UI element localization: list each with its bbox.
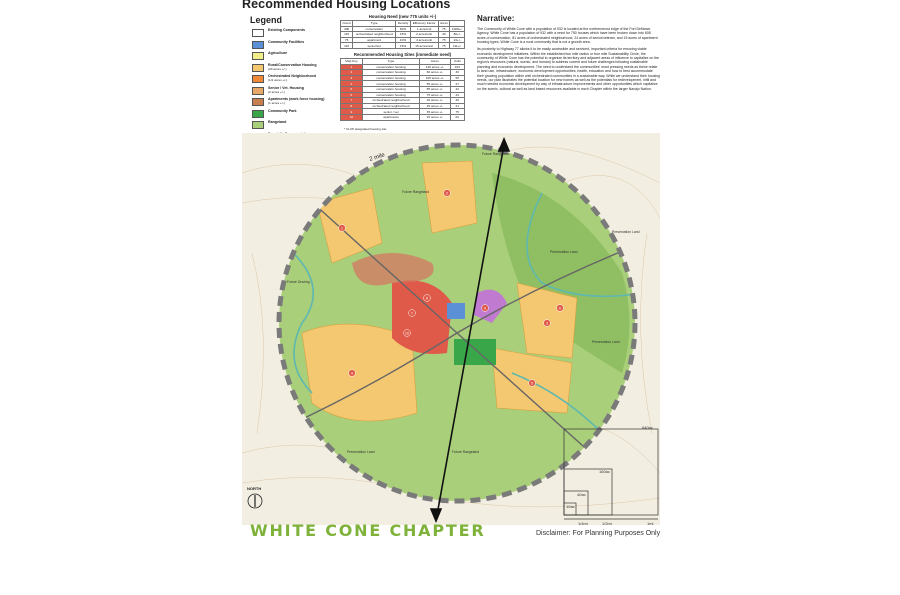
table-cell: 4 acres/unit <box>410 37 438 43</box>
table-cell: 42 <box>450 86 464 92</box>
site-marker <box>557 305 564 312</box>
table-cell: orchestrated neighborhood <box>362 98 419 104</box>
table-cell: 75 <box>438 26 450 32</box>
table-cell: 1008+/- <box>450 26 465 32</box>
table-cell: conservation <box>353 26 396 32</box>
housing-parcel <box>422 161 477 233</box>
table-cell: conservation housing <box>362 64 419 70</box>
table-cell: 75 <box>341 37 353 43</box>
table-cell: 27 <box>450 81 464 87</box>
table-cell: 60 acres +/- <box>420 70 450 76</box>
table-cell: conservation housing <box>362 70 419 76</box>
legend-label-text: Orchestrated Neighborhood <box>268 74 316 78</box>
site-marker <box>349 370 356 377</box>
legend-swatch <box>252 87 264 95</box>
north-label: NORTH <box>247 486 262 491</box>
site-marker-label: 8 <box>426 296 428 301</box>
table-cell: 5 <box>341 86 363 92</box>
legend-label <box>268 40 304 44</box>
place-label: Future Rangeland <box>482 152 510 156</box>
table-cell: 1 <box>341 64 363 70</box>
site-marker <box>424 295 431 302</box>
legend-label-text: Community Park <box>268 108 297 113</box>
legend-sublabel: (1 acres +/-) <box>268 101 285 105</box>
area-label: 40ac <box>577 492 586 497</box>
table-cell: conservation housing <box>362 81 419 87</box>
site-marker-label: 7 <box>411 311 413 316</box>
scale-label: 1mi <box>647 521 654 525</box>
disclaimer: Disclaimer: For Planning Purposes Only <box>536 530 661 537</box>
site-marker-label: 3 <box>546 321 548 326</box>
scale-label: 1/2mi <box>602 521 612 525</box>
legend-label <box>268 51 287 55</box>
legend-title: Legend <box>250 15 283 25</box>
legend-item <box>252 120 337 131</box>
housing-need-table <box>340 20 465 49</box>
community-park-area <box>454 339 496 365</box>
table-cell: 103 <box>450 64 464 70</box>
table-cell: 9 <box>341 109 363 115</box>
table-cell: 55 acres +/- <box>420 81 450 87</box>
legend-item <box>252 63 337 74</box>
legend-label <box>268 120 286 124</box>
legend-sublabel: (20 acres +/-) <box>268 66 287 71</box>
table-row <box>341 43 465 49</box>
area-label: 10ac <box>566 504 575 509</box>
legend-swatch <box>252 98 264 106</box>
table-cell: conservation housing <box>362 86 419 92</box>
scale-label: 1/4mi <box>578 521 588 525</box>
legend-item <box>252 51 337 62</box>
table-header-cell: Units <box>450 58 464 64</box>
table-cell: 75 <box>450 109 464 115</box>
table-cell: 24+/- <box>450 37 465 43</box>
legend-label-text: Community Facilities <box>268 39 305 44</box>
place-label: Future Grazing <box>287 280 310 284</box>
legend-swatch <box>252 41 264 49</box>
site-marker-label: 1 <box>341 226 343 231</box>
table-cell: 35 acres +/- <box>420 109 450 115</box>
table-cell: apartment <box>353 37 396 43</box>
table-cell: 15 acres +/- <box>420 114 450 120</box>
place-label: Future Rangeland <box>402 190 430 194</box>
legend-label <box>268 74 316 82</box>
table-cell: 6 <box>341 92 363 98</box>
table-cell: 15 acres/unit <box>410 43 438 49</box>
legend-label-text: Existing Components <box>268 28 305 32</box>
table-cell: 30 <box>450 98 464 104</box>
place-label: Preservation Land <box>612 230 640 234</box>
table-cell: 7 <box>341 98 363 104</box>
table-cell: orchestrated neighborhood <box>362 103 419 109</box>
sites-caption: Recommended Housing Sites (immediate need) <box>353 51 452 57</box>
table-cell: 40 <box>438 32 450 38</box>
table-cell: 55 <box>450 75 464 81</box>
table-cell: 44 <box>450 92 464 98</box>
table-cell: 80+/- <box>450 32 465 38</box>
site-marker <box>482 305 489 312</box>
narrative-title: Narrative: <box>477 14 515 23</box>
legend-label <box>268 109 297 113</box>
table-cell: 2 acres/unit <box>410 32 438 38</box>
site-marker <box>529 380 536 387</box>
table-cell: 62 <box>450 114 464 120</box>
table-header-cell: Efficiency Factor <box>410 21 438 27</box>
table-cell: 41 <box>450 103 464 109</box>
legend-item <box>252 40 337 51</box>
table-cell: apartments <box>362 114 419 120</box>
legend-swatch <box>252 52 264 60</box>
table-cell: 85 acres +/- <box>420 86 450 92</box>
site-marker <box>404 330 411 337</box>
table-cell: conservation housing <box>362 75 419 81</box>
legend-label-text: Rangeland <box>268 120 287 124</box>
site-marker <box>339 225 346 232</box>
narrative-paragraph: Its proximity to Highway 77 allows it to be easily accessible and serviced, important criteria for ensuring viable economic development initiatives. Within the established two mile radius or four mile Sustainability Circle, the community of White Cone has the potential to organize its territory and adjacent areas of influence to capitalize on the region's resources (natural, scenic, and human) to address current and future challenges following sustainable planning and economic development. The need to understand the communities' most pressing needs as these relate to land use, infrastructure, economic development opportunities, health, education and how to best accommodate their growing population within well orchestrated communities in a sustainable way. While we understand their housing needs, our plan illustrates the potential location for new homes as well as the potentials for redevelopment, infill and much needed economic development by way of infrastructure improvements and other opportunities which capitalize on the scenic, cultural as well as land based resources available in each Chapter within the larger Navajo Nation. <box>477 47 661 91</box>
table-cell: 75 acres +/- <box>420 92 450 98</box>
table-cell: 15% <box>396 43 410 49</box>
table-cell: 1 acre/unit <box>410 26 438 32</box>
table-cell: 15% <box>396 32 410 38</box>
site-marker <box>409 310 416 317</box>
table-cell: 75 <box>438 37 450 43</box>
legend-label <box>268 28 305 32</box>
table-cell: conservation housing <box>362 92 419 98</box>
site-marker-label: 5 <box>531 381 533 386</box>
legend-item <box>252 86 337 97</box>
place-label: Future Rangeland <box>452 450 480 454</box>
table-cell: 105 acres +/- <box>420 75 450 81</box>
legend-label-text: Rural/Conservation Housing <box>268 62 317 67</box>
table-cell: 3 <box>341 75 363 81</box>
housing-need-caption: Housing Need (new 775 units +/-) <box>368 14 437 19</box>
table-cell: 75 <box>438 43 450 49</box>
table-cell: 140 acres +/- <box>420 64 450 70</box>
place-label: Preservation Land <box>347 450 375 454</box>
legend-sublabel: (1/2 acres +/-) <box>268 78 288 82</box>
table-header-cell: Density <box>396 21 410 27</box>
site-marker-label: 2 <box>446 191 448 196</box>
table-cell: 111+/- <box>450 43 465 49</box>
legend-sublabel: (2 acres +/-) <box>268 89 285 94</box>
table-row <box>341 114 465 120</box>
area-label: 640ac <box>642 425 653 430</box>
legend-label <box>268 86 304 94</box>
legend-swatch <box>252 64 264 72</box>
table-cell: orchestrated neighborhood <box>353 32 396 38</box>
site-marker-label: 6 <box>559 306 561 311</box>
table-header-cell: Type <box>362 58 419 64</box>
chapter-name: WHITE CONE CHAPTER <box>250 521 486 540</box>
table-cell: senior / vet <box>362 109 419 115</box>
legend-swatch <box>252 121 264 129</box>
table-cell: 10 <box>341 114 363 120</box>
site-marker-label: 4 <box>351 371 353 376</box>
legend-item <box>252 74 337 85</box>
table-cell: 400 <box>341 26 353 32</box>
table-header-cell: Type <box>353 21 396 27</box>
radius-label: 2 mile <box>368 152 386 163</box>
table-cell: 20 acres +/- <box>420 98 450 104</box>
table-cell: 60% <box>396 26 410 32</box>
site-marker-label: 9 <box>484 306 486 311</box>
table-header-cell: Acres <box>439 21 448 26</box>
site-marker <box>544 320 551 327</box>
table-cell: 2 <box>341 70 363 76</box>
site-marker <box>444 190 451 197</box>
land-use-map <box>242 133 660 525</box>
legend-label <box>268 63 317 71</box>
table-cell: 4 <box>341 81 363 87</box>
site-marker-label: 10 <box>405 331 409 336</box>
table-cell: 8 <box>341 103 363 109</box>
community-facilities-area <box>447 303 465 319</box>
place-label: Preservation Land <box>550 250 578 254</box>
legend-swatch <box>252 29 264 37</box>
sites-footnote: * CLUP designated housing site <box>344 127 387 131</box>
legend-item <box>252 97 337 108</box>
legend-item <box>252 109 337 120</box>
narrative-text <box>477 27 660 94</box>
table-cell: senior/vet <box>353 43 396 49</box>
table-cell: 10% <box>396 37 410 43</box>
area-label: 160ac <box>599 469 610 474</box>
sites-table <box>340 58 465 121</box>
place-label: Preservation Land <box>592 340 620 344</box>
table-cell: 115 <box>341 32 353 38</box>
narrative-paragraph: The Community of White Cone with a population of 932 is located at the northernmost edge of the Fort Defiance Agency. White Cone has a population of 932 with a need for 750 houses which have been broken down into 608 acres of conservation, 81 acres of orchestrated neighborhood, 24 acres of senior/veteran, and 15 acres of apartment housing types. White Cone is a rural community that is not a growth area. <box>477 27 658 45</box>
legend-swatch <box>252 110 264 118</box>
legend-label <box>268 97 325 105</box>
legend-swatch <box>252 75 264 83</box>
table-header-cell: Count <box>342 21 351 26</box>
table-header-cell: Map Key <box>341 58 363 64</box>
table-header-cell: Acres <box>420 58 450 64</box>
table-cell: 25 acres +/- <box>420 103 450 109</box>
page-title: Recommended Housing Locations <box>242 0 451 11</box>
table-cell: 30 <box>450 70 464 76</box>
legend-label-text: Apartments (work force housing) <box>268 97 325 101</box>
legend-item <box>252 28 337 39</box>
legend-label-text: Senior / Vet. Housing <box>268 85 304 90</box>
housing-tables <box>340 14 465 121</box>
table-cell: 115 <box>341 43 353 49</box>
legend-label-text: Agriculture <box>268 51 288 55</box>
